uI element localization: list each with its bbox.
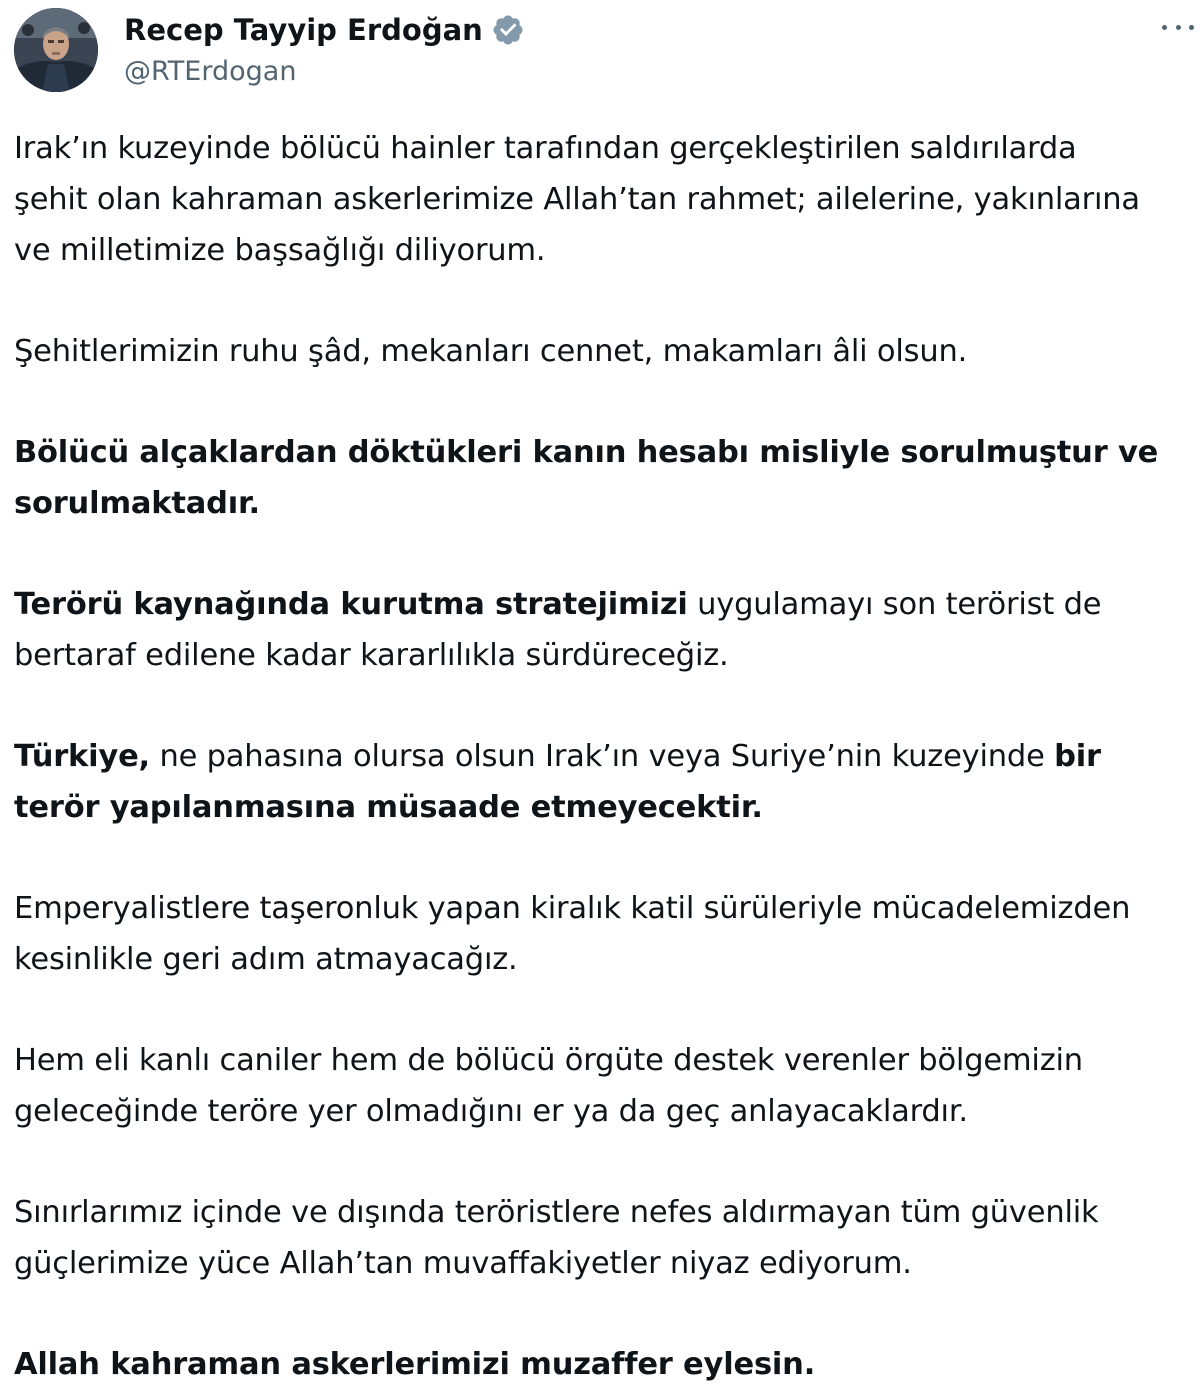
bold-text: Allah kahraman askerlerimizi muzaffer eylesin. (14, 1347, 816, 1382)
tweet-paragraph: Emperyalistlere taşeronluk yapan kiralık katil sürüleriyle mücadelemizden kesinlikle geri adım atmayacağız. (14, 891, 1131, 977)
avatar[interactable] (14, 8, 98, 92)
tweet-paragraph (14, 579, 1194, 681)
regular-text: ne pahasına olursa olsun Irak’ın veya Suriye’nin kuzeyinde (149, 739, 1055, 774)
account-name-block (124, 10, 525, 87)
tweet-paragraph: Irak’ın kuzeyinde bölücü hainler tarafından gerçekleştirilen saldırılarda şehit olan kahraman askerlerimize Allah’tan rahmet; ailelerine, yakınlarına ve milletimize başsağlığı diliyorum. (14, 131, 1140, 268)
tweet-text (14, 123, 1194, 1390)
tweet-header (14, 8, 1194, 92)
verified-badge-icon (491, 13, 525, 47)
avatar-image (14, 8, 98, 92)
bold-text: Bölücü alçaklardan döktükleri kanın hesabı misliyle sorulmuştur ve sorulmaktadır. (14, 435, 1159, 521)
tweet-paragraph: Sınırlarımız içinde ve dışında teröristlere nefes aldırmayan tüm güvenlik güçlerimize yüce Allah’tan muvaffakiyetler niyaz ediyorum. (14, 1195, 1099, 1281)
regular-text: uygulamayı son terörist de bertaraf edilene kadar kararlılıkla sürdüreceğiz. (14, 587, 1102, 673)
more-horizontal-icon-dot (1176, 25, 1181, 30)
tweet-paragraph (14, 1339, 1194, 1390)
display-name[interactable]: Recep Tayyip Erdoğan (124, 13, 483, 47)
tweet-paragraph: Şehitlerimizin ruhu şâd, mekanları cennet, makamları âli olsun. (14, 334, 968, 369)
bold-text: Türkiye, (14, 739, 150, 774)
more-horizontal-icon (1162, 25, 1167, 30)
tweet-paragraph: Hem eli kanlı caniler hem de bölücü örgüte destek verenler bölgemizin geleceğinde teröre yer olmadığını er ya da geç anlayacaklardır. (14, 1043, 1083, 1129)
more-horizontal-icon-dot (1189, 25, 1194, 30)
more-options-button[interactable] (1162, 20, 1194, 34)
account-handle[interactable]: @RTErdogan (124, 56, 297, 87)
name-row (124, 10, 525, 50)
tweet-paragraph (14, 427, 1194, 529)
bold-text: bir terör yapılanmasına müsaade etmeyecektir. (14, 739, 1101, 825)
tweet-paragraph (14, 731, 1194, 833)
bold-text: Terörü kaynağında kurutma stratejimizi (14, 587, 688, 622)
